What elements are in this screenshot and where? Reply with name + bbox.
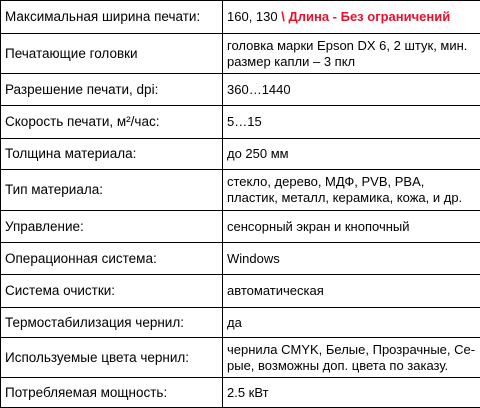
row-value: автоматическая: [223, 275, 480, 308]
row-label: Операционная система:: [1, 243, 223, 275]
row-label: Печатающие головки: [1, 34, 223, 74]
row-value: Windows: [223, 243, 480, 275]
table-row: [1, 243, 480, 275]
row-value: головка марки Epson DX 6, 2 штук, мин. размер капли – 3 пкл: [223, 34, 480, 74]
table-row: [1, 338, 480, 378]
table-row: [1, 74, 480, 106]
length-note: \ Длина - Без ограничений: [281, 9, 450, 24]
row-label: Используемые цвета чернил:: [1, 338, 223, 378]
table-row: [1, 170, 480, 211]
row-value: [223, 1, 480, 34]
row-value: чернила CMYK, Белые, Прозрачные, Се- рые, возможны доп. цвета по заказу.: [223, 338, 480, 378]
row-label: Термостабилизация чернил:: [1, 308, 223, 338]
row-label: Скорость печати, м²/час:: [1, 106, 223, 139]
value-text: 160, 130: [227, 9, 278, 24]
row-label: Управление:: [1, 211, 223, 243]
row-label: Разрешение печати, dpi:: [1, 74, 223, 106]
row-label: Потребляемая мощность:: [1, 378, 223, 408]
row-label: Толщина материала:: [1, 139, 223, 170]
row-value: 5…15: [223, 106, 480, 139]
table-row: [1, 308, 480, 338]
row-value: до 250 мм: [223, 139, 480, 170]
row-label: Тип материала:: [1, 170, 223, 211]
table-row: [1, 139, 480, 170]
row-value: 360…1440: [223, 74, 480, 106]
table-row: [1, 275, 480, 308]
table-row: [1, 106, 480, 139]
row-label: Система очистки:: [1, 275, 223, 308]
table-row: [1, 378, 480, 408]
row-label: Максимальная ширина печати:: [1, 1, 223, 34]
row-value: да: [223, 308, 480, 338]
table-row: [1, 211, 480, 243]
table-row: [1, 34, 480, 74]
table-row: [1, 1, 480, 34]
row-value: стекло, дерево, МДФ, PVB, PBA, пластик, металл, керамика, кожа, и др.: [223, 170, 480, 211]
row-value: сенсорный экран и кнопочный: [223, 211, 480, 243]
row-value: 2.5 кВт: [223, 378, 480, 408]
